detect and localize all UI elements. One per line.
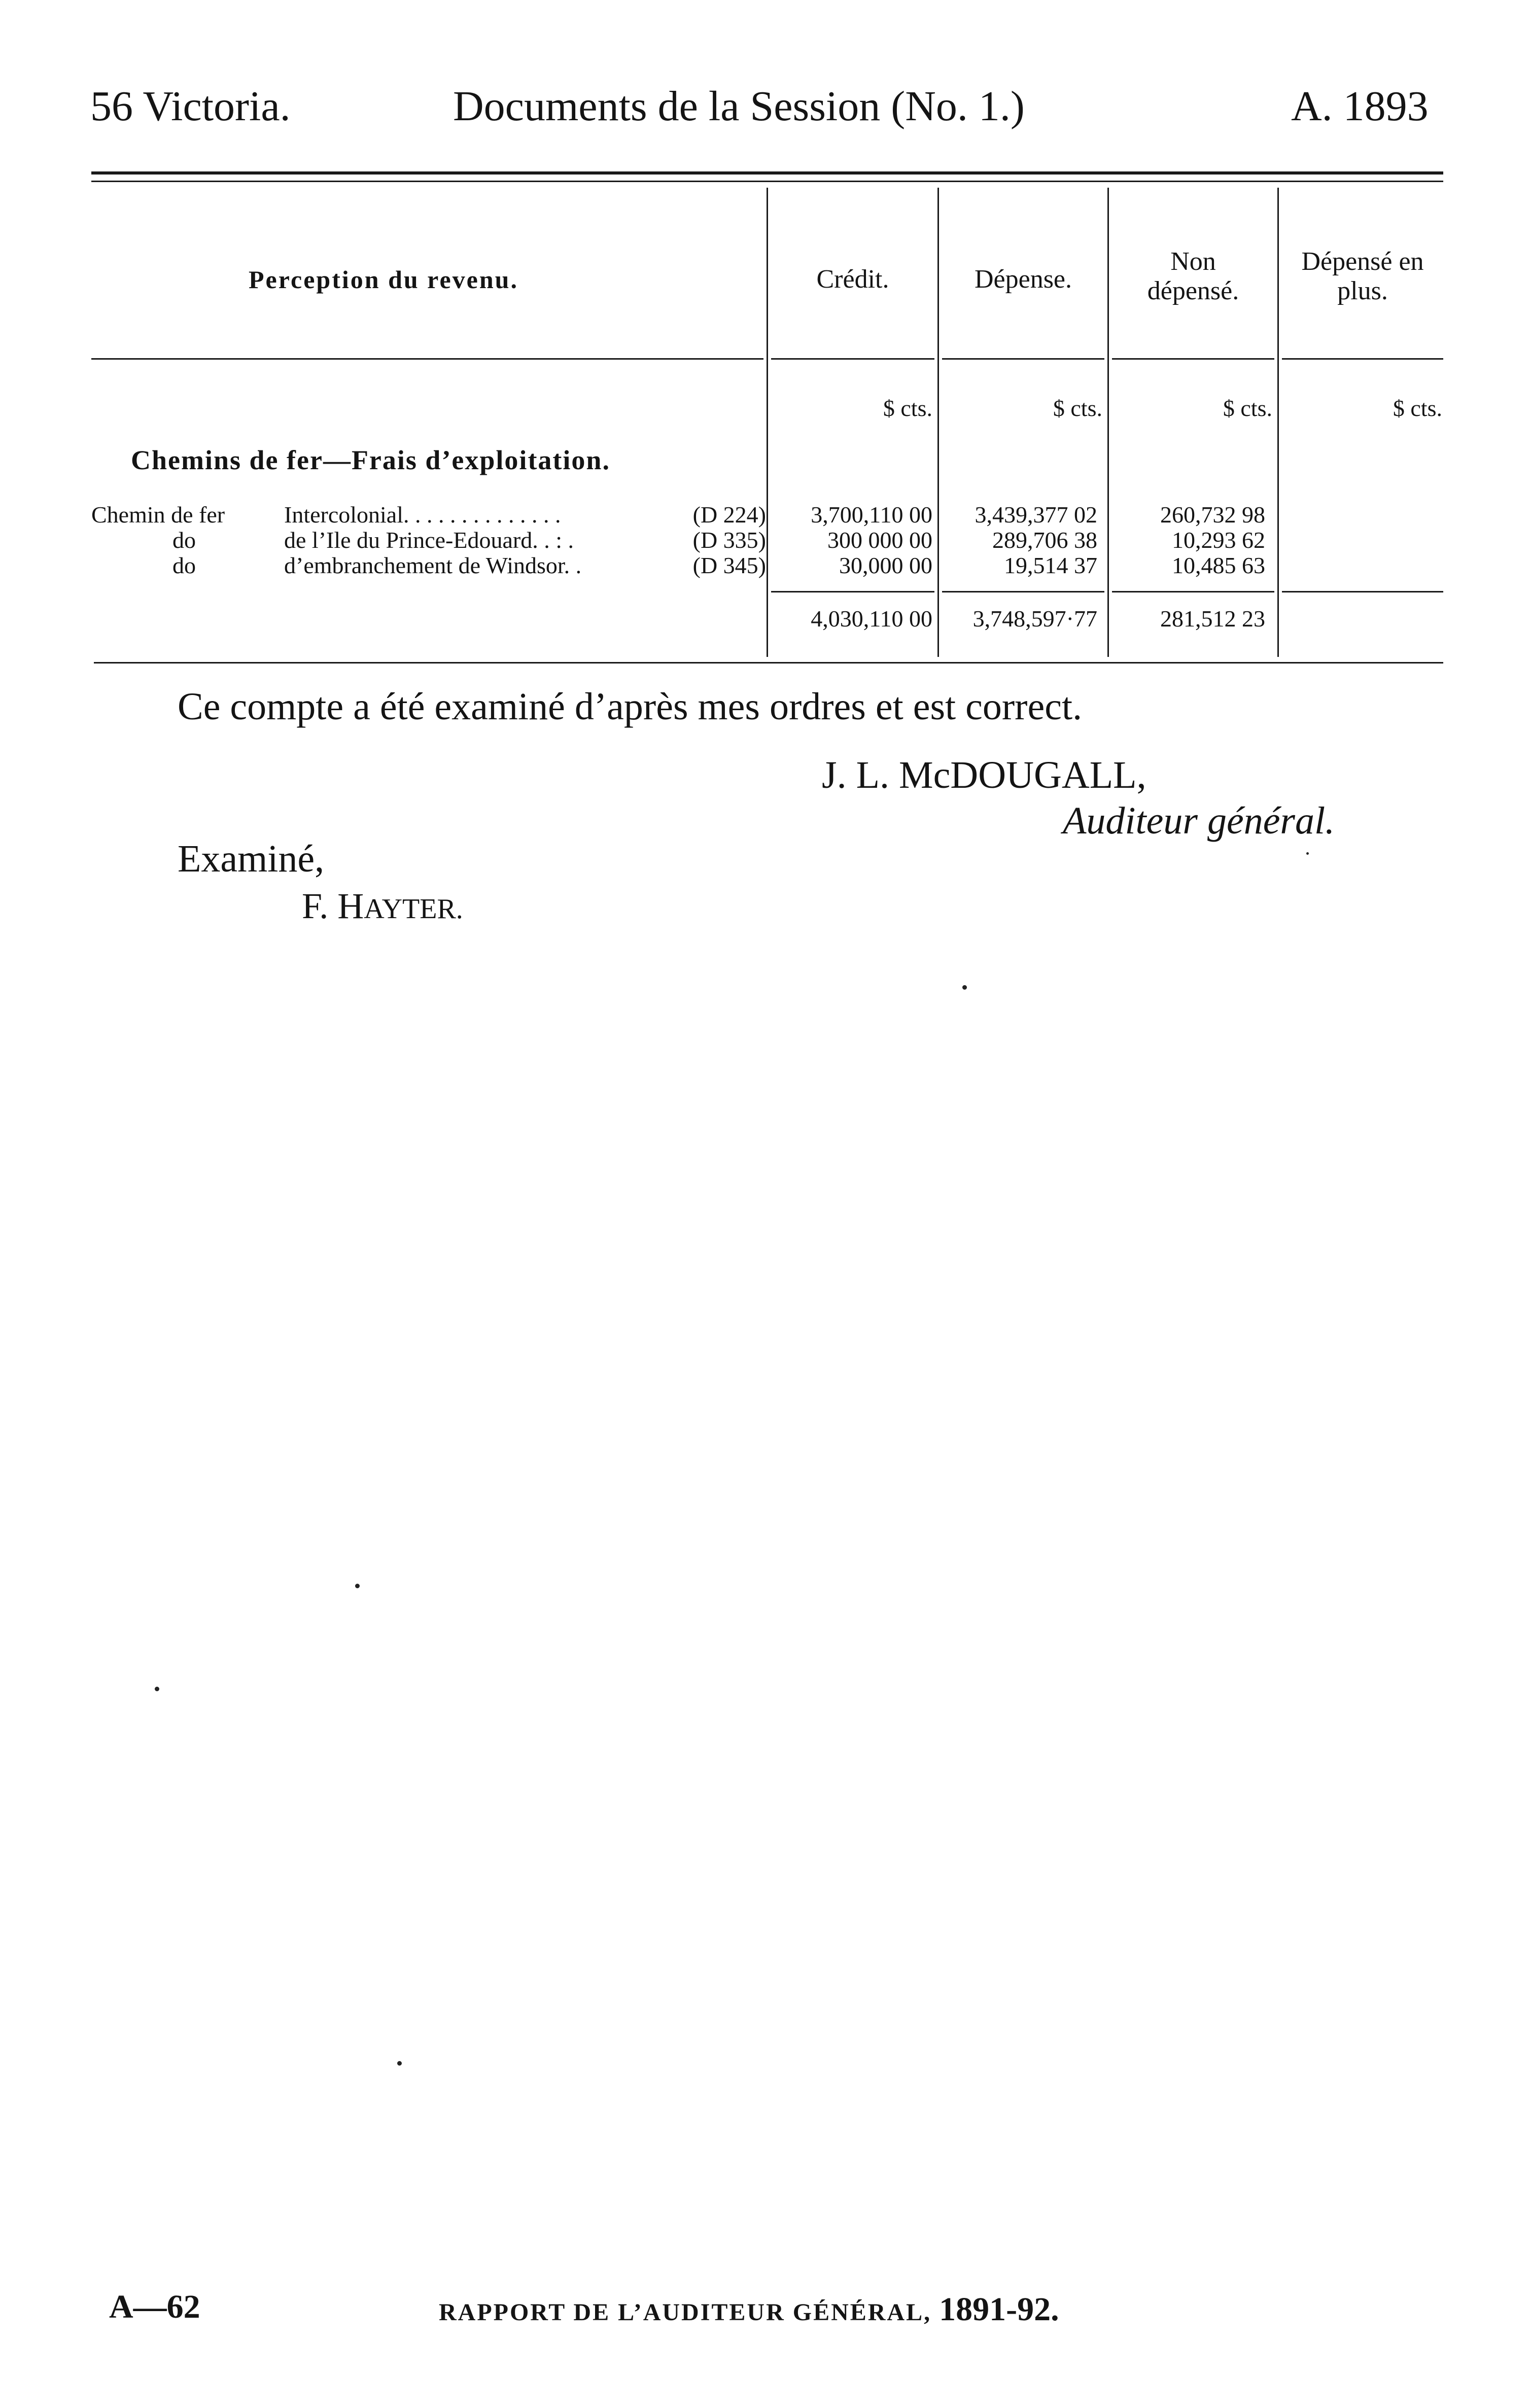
examiner-surname: AYTER. [364, 893, 463, 925]
auditor-title: Auditeur général. [1063, 799, 1335, 842]
scan-speck [1306, 852, 1309, 855]
non-depense-header-line1: Non [1170, 247, 1216, 276]
depense-en-plus-header-line1: Dépensé en [1301, 247, 1424, 276]
section-heading: Chemins de fer—Frais d’exploitation. [131, 445, 610, 475]
header-document-title: Documents de la Session (No. 1.) [453, 83, 1025, 130]
row-reference: (D 335) [692, 527, 766, 553]
credit-column-header [771, 265, 934, 294]
row-credit: 3,700,110 00 [811, 502, 932, 528]
row-depense: 289,706 38 [992, 527, 1097, 553]
header-underline-credit [771, 358, 934, 360]
certification-statement: Ce compte a été examiné d’après mes ordres et est correct. [178, 685, 1083, 728]
total-depense: 3,748,597·77 [972, 606, 1097, 632]
header-session-label: 56 Victoria. [90, 83, 291, 130]
depense-en-plus-column-header [1282, 247, 1443, 306]
column-divider [767, 188, 768, 657]
table-top-rule-thin [91, 181, 1443, 182]
header-underline-non-depense [1112, 358, 1274, 360]
footer-page-number: A—62 [109, 2288, 200, 2325]
non-depense-column-header [1112, 247, 1274, 306]
examiner-name [302, 885, 463, 927]
row-prefix: do [172, 527, 196, 553]
depense-en-plus-unit-label: $ cts. [1393, 395, 1442, 421]
footer-title-text: RAPPORT DE L’AUDITEUR GÉNÉRAL, [439, 2299, 932, 2326]
scan-speck [962, 985, 967, 990]
depense-en-plus-header-line2: plus. [1337, 276, 1388, 305]
row-prefix: do [172, 552, 196, 578]
row-non-depense: 260,732 98 [1160, 502, 1265, 528]
row-credit: 300 000 00 [827, 527, 932, 553]
row-depense: 19,514 37 [1004, 552, 1097, 578]
depense-header-label: Dépense. [974, 265, 1072, 294]
row-description: d’embranchement de Windsor. . [284, 552, 582, 578]
header-series-year: A. 1893 [1291, 83, 1429, 130]
credit-header-label: Crédit. [816, 265, 889, 294]
total-non-depense: 281,512 23 [1160, 606, 1265, 632]
auditor-name: J. L. McDOUGALL, [822, 754, 1146, 796]
total-rule-depense-en-plus [1282, 591, 1443, 592]
row-reference: (D 224) [692, 502, 766, 528]
column-divider [1277, 188, 1279, 657]
row-prefix: Chemin de fer [91, 502, 225, 528]
row-description: Intercolonial. . . . . . . . . . . . . . [284, 502, 561, 528]
scan-speck [355, 1584, 360, 1588]
total-rule-non-depense [1112, 591, 1274, 592]
row-credit: 30,000 00 [839, 552, 932, 578]
row-description: de l’Ile du Prince-Edouard. . : . [284, 527, 574, 553]
scan-speck [397, 2061, 402, 2066]
credit-unit-label: $ cts. [883, 395, 932, 421]
total-credit: 4,030,110 00 [811, 606, 932, 632]
row-reference: (D 345) [692, 552, 766, 578]
depense-unit-label: $ cts. [1053, 395, 1102, 421]
header-underline-depense-en-plus [1282, 358, 1443, 360]
description-column-header: Perception du revenu. [249, 265, 518, 294]
column-divider [937, 188, 939, 657]
row-depense: 3,439,377 02 [975, 502, 1097, 528]
column-divider [1107, 188, 1109, 657]
total-rule-credit [771, 591, 934, 592]
header-underline-description [91, 358, 763, 360]
examined-label: Examiné, [178, 837, 325, 880]
row-non-depense: 10,485 63 [1172, 552, 1265, 578]
depense-column-header [942, 265, 1104, 294]
examiner-initials: F. H [302, 886, 364, 926]
scan-speck [155, 1687, 159, 1691]
footer-report-title [439, 2290, 1059, 2329]
table-bottom-rule [94, 662, 1443, 664]
header-underline-depense [942, 358, 1104, 360]
table-top-rule [91, 171, 1443, 175]
footer-year: 1891-92. [939, 2291, 1059, 2328]
total-rule-depense [942, 591, 1104, 592]
row-non-depense: 10,293 62 [1172, 527, 1265, 553]
non-depense-header-line2: dépensé. [1147, 276, 1239, 305]
non-depense-unit-label: $ cts. [1223, 395, 1272, 421]
